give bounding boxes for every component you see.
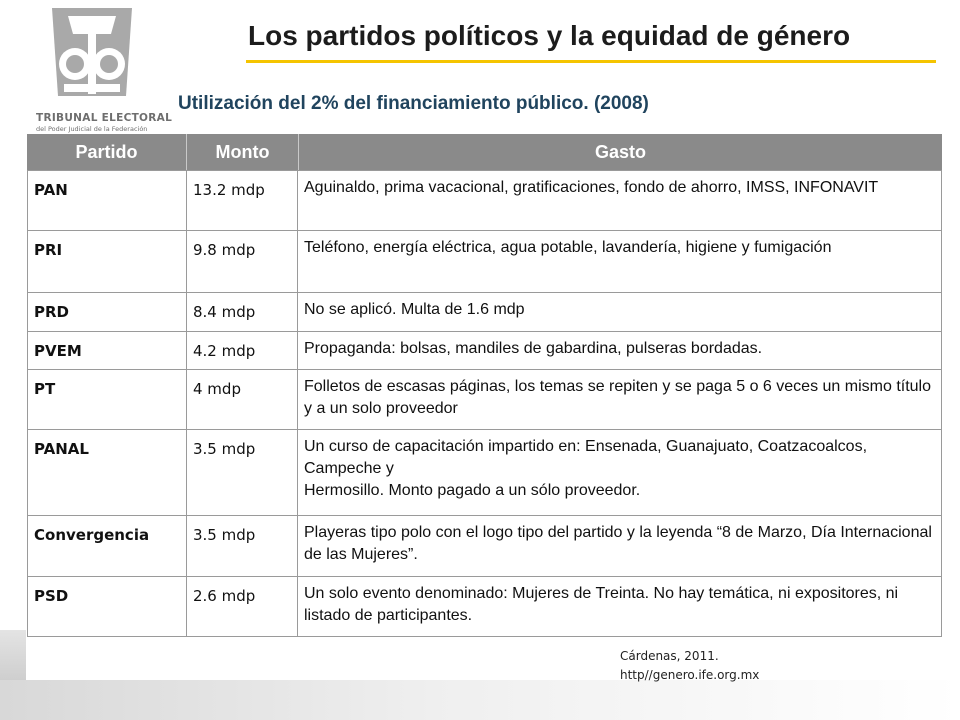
cell-monto: 4.2 mdp (187, 332, 298, 370)
tribunal-logo (14, 4, 173, 136)
source-url: http//genero.ife.org.mx (620, 668, 760, 682)
table-row (28, 370, 942, 430)
cell-gasto: Teléfono, energía eléctrica, agua potable, lavandería, higiene y fumigación (298, 231, 942, 293)
gasto-line: Un curso de capacitación impartido en: Ensenada, Guanajuato, Coatzacoalcos, Campeche y (304, 438, 868, 477)
scales-emblem-icon (14, 4, 170, 108)
logo-subname: del Poder Judicial de la Federación (36, 125, 148, 133)
table-row (28, 293, 942, 332)
table-row (28, 332, 942, 370)
gasto-line: Hermosillo. Monto pagado a un sólo proveedor. (304, 482, 641, 499)
header-gasto: Gasto (298, 134, 942, 170)
cell-gasto: Playeras tipo polo con el logo tipo del partido y la leyenda “8 de Marzo, Día Internacional de las Mujeres”. (298, 516, 942, 577)
table-header (27, 134, 942, 170)
page-subtitle: Utilización del 2% del financiamiento público. (2008) (178, 93, 649, 114)
cell-monto: 9.8 mdp (187, 231, 298, 293)
table-row (28, 430, 942, 516)
cell-gasto (298, 430, 942, 516)
cell-partido: PT (28, 370, 187, 430)
cell-monto: 3.5 mdp (187, 516, 298, 577)
page-title: Los partidos políticos y la equidad de género (248, 20, 851, 51)
financing-table (27, 170, 942, 637)
source-author: Cárdenas, 2011. (620, 649, 719, 663)
cell-partido: PAN (28, 171, 187, 231)
cell-monto: 13.2 mdp (187, 171, 298, 231)
logo-name: TRIBUNAL ELECTORAL (36, 112, 173, 124)
cell-partido: PRI (28, 231, 187, 293)
cell-partido: PVEM (28, 332, 187, 370)
table-row (28, 171, 942, 231)
cell-gasto: Propaganda: bolsas, mandiles de gabardina, pulseras bordadas. (298, 332, 942, 370)
cell-monto: 8.4 mdp (187, 293, 298, 332)
cell-monto: 4 mdp (187, 370, 298, 430)
cell-partido: PSD (28, 577, 187, 637)
cell-gasto: Aguinaldo, prima vacacional, gratificaciones, fondo de ahorro, IMSS, INFONAVIT (298, 171, 942, 231)
cell-partido: Convergencia (28, 516, 187, 577)
header-monto: Monto (186, 134, 298, 170)
cell-partido: PANAL (28, 430, 187, 516)
cell-monto: 2.6 mdp (187, 577, 298, 637)
title-underline (246, 60, 936, 63)
cell-monto: 3.5 mdp (187, 430, 298, 516)
header-partido: Partido (75, 141, 138, 162)
cell-gasto: No se aplicó. Multa de 1.6 mdp (298, 293, 942, 332)
cell-gasto: Un solo evento denominado: Mujeres de Treinta. No hay temática, ni expositores, ni listado de participantes. (298, 577, 942, 637)
table-row (28, 577, 942, 637)
cell-partido: PRD (28, 293, 187, 332)
table-row (28, 516, 942, 577)
cell-gasto: Folletos de escasas páginas, los temas se repiten y se paga 5 o 6 veces un mismo título y a un solo proveedor (298, 370, 942, 430)
decorative-bottom-band (0, 680, 960, 720)
source-citation (620, 647, 759, 685)
table-row (28, 231, 942, 293)
